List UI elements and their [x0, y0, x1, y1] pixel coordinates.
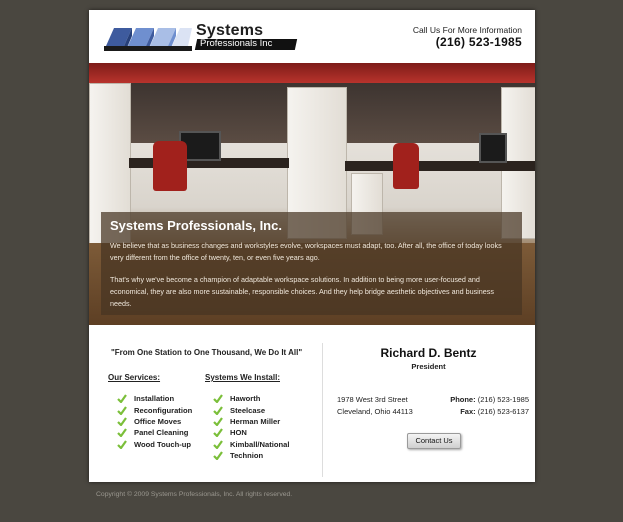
- system-label: HON: [230, 428, 247, 438]
- hero-banner: [89, 63, 535, 325]
- call-label: Call Us For More Information: [412, 25, 522, 35]
- services-list: [117, 393, 192, 450]
- address-line: 1978 West 3rd Street: [337, 395, 408, 404]
- check-icon: [213, 394, 223, 403]
- list-item: [117, 427, 192, 438]
- list-item: [117, 393, 192, 404]
- office-chair: [153, 141, 187, 191]
- service-label: Panel Cleaning: [134, 428, 189, 438]
- cube-logo-icon: [104, 24, 194, 52]
- list-item: [117, 439, 192, 450]
- fax-label: Fax:: [460, 407, 476, 416]
- check-icon: [213, 451, 223, 460]
- service-label: Wood Touch-up: [134, 439, 192, 449]
- check-icon: [117, 417, 127, 426]
- tagline: "From One Station to One Thousand, We Do It All": [111, 348, 303, 357]
- systems-heading: Systems We Install:: [205, 373, 280, 382]
- hero-paragraph: That's why we've become a champion of adaptable workspace solutions. In addition to being more user-focused and economical, they are also more sustainable, responsible choices. And they help bridge aesthetic objectives and business needs.: [110, 275, 494, 308]
- system-label: Kimball/National: [230, 439, 290, 449]
- fax-value: (216) 523-6137: [477, 407, 529, 416]
- check-icon: [117, 428, 127, 437]
- list-item: [213, 439, 290, 450]
- list-item: [213, 393, 290, 404]
- check-icon: [117, 440, 127, 449]
- hero-red-wall: [89, 63, 535, 83]
- service-label: Office Moves: [134, 416, 182, 426]
- service-label: Reconfiguration: [134, 405, 193, 415]
- list-item: [213, 450, 290, 461]
- system-label: Technion: [230, 451, 264, 461]
- list-item: [213, 427, 290, 438]
- contact-title: President: [411, 362, 446, 371]
- company-logo[interactable]: [104, 24, 294, 52]
- system-label: Haworth: [230, 394, 261, 404]
- check-icon: [213, 440, 223, 449]
- address-line: Cleveland, Ohio 44113: [337, 407, 413, 416]
- footer-copyright: Copyright © 2009 Systems Professionals, Inc. All rights reserved.: [96, 491, 293, 498]
- check-icon: [213, 417, 223, 426]
- phone-row: [450, 395, 529, 404]
- list-item: [213, 416, 290, 427]
- systems-list: [213, 393, 290, 461]
- system-label: Steelcase: [230, 405, 266, 415]
- page-container: [89, 10, 535, 482]
- logo-text-systems: Systems: [196, 22, 264, 39]
- check-icon: [213, 406, 223, 415]
- phone-value: (216) 523-1985: [477, 395, 529, 404]
- monitor: [479, 133, 507, 163]
- hero-text-overlay: [101, 212, 522, 315]
- info-section: [89, 325, 535, 482]
- check-icon: [213, 428, 223, 437]
- header-phone: (216) 523-1985: [435, 35, 522, 49]
- office-chair: [393, 143, 419, 189]
- header: [89, 10, 535, 63]
- logo-text-professionals: Professionals Inc: [200, 38, 273, 49]
- contact-us-button[interactable]: Contact Us: [407, 433, 461, 449]
- hero-paragraph: We believe that as business changes and workstyles evolve, workspaces must adapt, too. After all, the office of today looks very different from the office of twenty, ten, or even five years ago.: [110, 241, 502, 262]
- fax-row: [460, 407, 529, 416]
- service-label: Installation: [134, 394, 175, 404]
- phone-label: Phone:: [450, 395, 476, 404]
- list-item: [213, 404, 290, 415]
- list-item: [117, 404, 192, 415]
- list-item: [117, 416, 192, 427]
- system-label: Herman Miller: [230, 416, 281, 426]
- check-icon: [117, 406, 127, 415]
- check-icon: [117, 394, 127, 403]
- contact-name: Richard D. Bentz: [380, 346, 477, 360]
- hero-title: Systems Professionals, Inc.: [110, 218, 282, 233]
- services-heading: Our Services:: [108, 373, 161, 382]
